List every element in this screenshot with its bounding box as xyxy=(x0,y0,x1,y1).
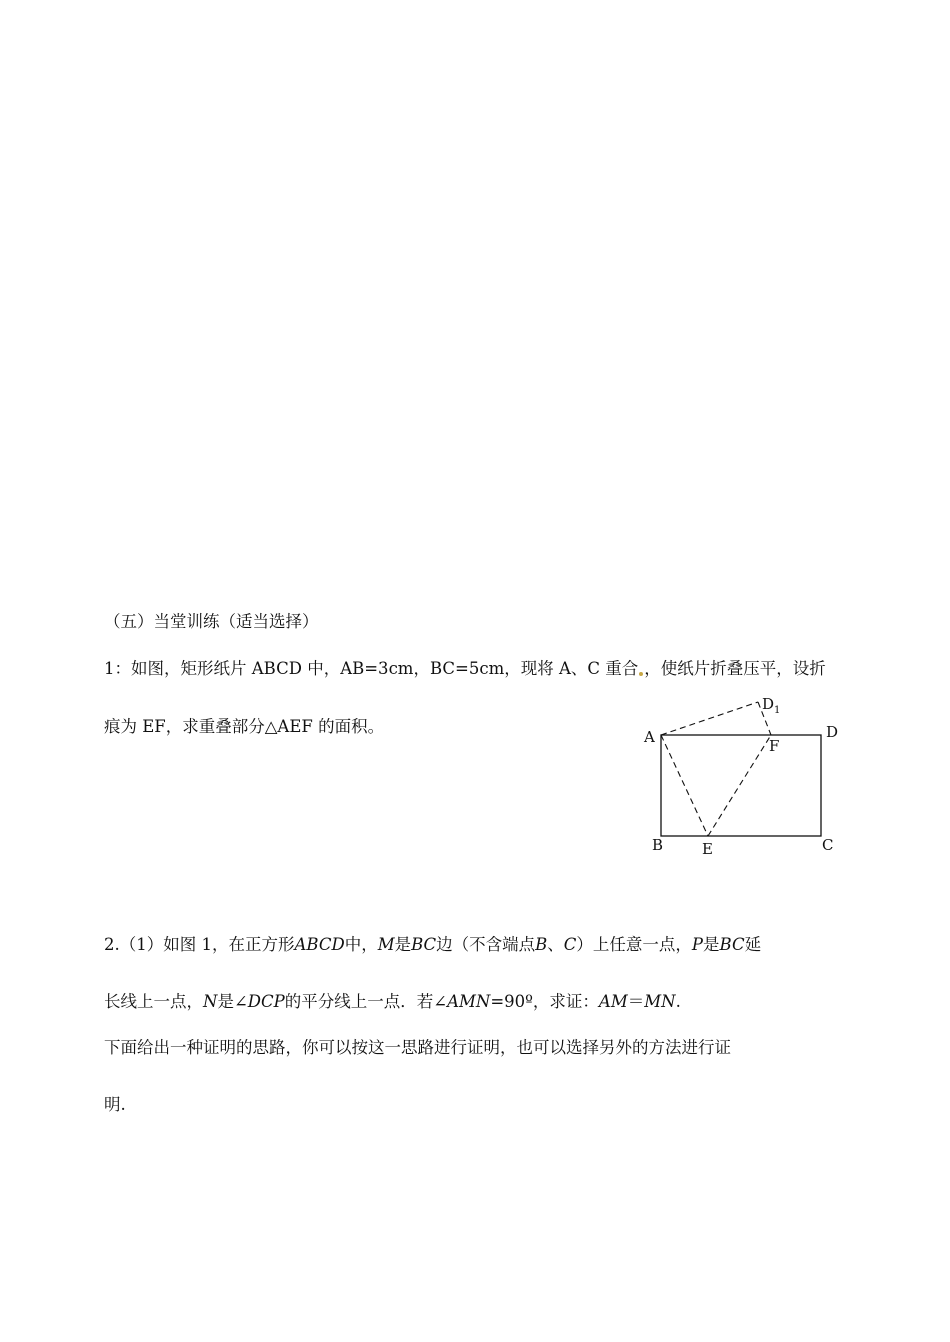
q2-var-bc-2: BC xyxy=(719,935,745,954)
label-d1-main: D xyxy=(762,695,775,713)
q2-var-dcp: DCP xyxy=(247,992,285,1011)
q2-var-p: P xyxy=(691,935,704,954)
question-1-line-1 xyxy=(104,658,826,680)
question-2-line-2 xyxy=(104,991,681,1013)
q2-text: =90º，求证： xyxy=(490,992,599,1011)
label-f: F xyxy=(769,737,780,755)
fold-line-ad1 xyxy=(661,702,758,735)
q2-text: 的平分线上一点．若∠ xyxy=(284,992,448,1011)
label-d1 xyxy=(762,695,780,716)
q2-text: 、 xyxy=(547,935,564,954)
label-d: D xyxy=(826,723,839,741)
q2-text: 中， xyxy=(344,935,378,954)
q2-text: 是 xyxy=(394,935,412,954)
q2-text: 是∠ xyxy=(217,992,248,1011)
fold-line-ae xyxy=(661,735,708,836)
q2-text: ）上任意一点， xyxy=(576,935,692,954)
question-2-line-3: 下面给出一种证明的思路，你可以按这一思路进行证明，也可以选择另外的方法进行证 xyxy=(104,1038,731,1057)
q2-var-b: B xyxy=(535,935,548,954)
q2-var-abcd: ABCD xyxy=(294,935,345,954)
label-b: B xyxy=(652,836,664,854)
q2-text: 边（不含端点 xyxy=(436,935,536,954)
section-title: （五）当堂训练（适当选择） xyxy=(104,612,319,631)
q2-var-amn: AMN xyxy=(447,992,491,1011)
label-d1-sub: 1 xyxy=(774,705,781,716)
q1-text-a: 1：如图，矩形纸片 ABCD 中，AB=3 xyxy=(104,659,389,678)
q2-var-bc: BC xyxy=(411,935,437,954)
label-a: A xyxy=(644,728,655,746)
mark-dot xyxy=(639,672,643,676)
question-2-line-1 xyxy=(104,934,761,956)
q2-var-c: C xyxy=(563,935,577,954)
q2-text: 长线上一点， xyxy=(104,992,203,1011)
question-2-line-4: 明. xyxy=(104,1095,126,1114)
q2-text: ＝ xyxy=(627,992,645,1011)
q2-text: 2.（1）如图 1，在正方形 xyxy=(104,935,295,954)
q1-text-c: ，使纸片折叠压平，设折 xyxy=(644,659,826,678)
q2-var-mn: MN xyxy=(644,992,676,1011)
q2-var-n: N xyxy=(203,992,218,1011)
folded-rectangle-figure xyxy=(636,690,866,865)
label-e: E xyxy=(702,840,713,858)
fold-line-ef xyxy=(708,735,771,836)
question-1-line-2: 痕为 EF，求重叠部分△AEF 的面积。 xyxy=(104,717,385,736)
q2-var-am: AM xyxy=(598,992,628,1011)
q2-var-m: M xyxy=(377,935,395,954)
q2-text: 是 xyxy=(703,935,720,954)
q2-text: 延 xyxy=(744,935,762,954)
q1-text-b: cm，BC=5cm，现将 A、C 重合 xyxy=(388,659,639,678)
label-c: C xyxy=(822,836,834,854)
q2-text: . xyxy=(675,992,681,1011)
